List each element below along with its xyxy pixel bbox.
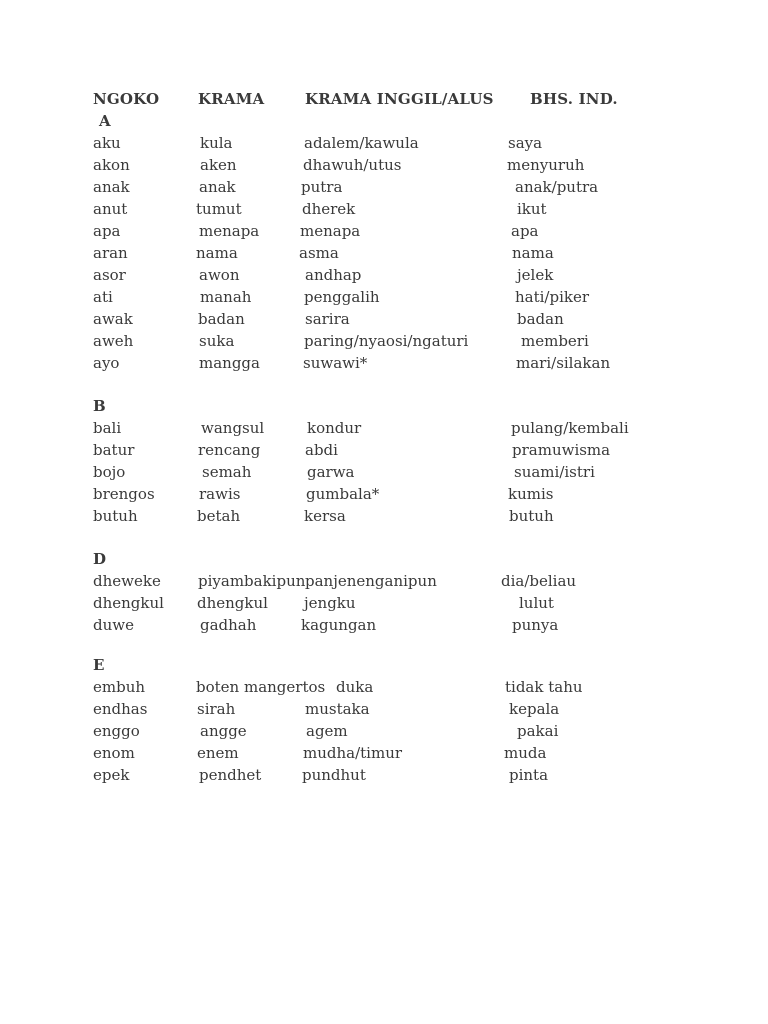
cell-krama-inggil: garwa (307, 463, 355, 481)
cell-krama: pendhet (199, 766, 262, 784)
cell-ngoko: dheweke (93, 572, 161, 590)
section-letter-d: D (93, 550, 107, 568)
cell-ngoko: ati (93, 288, 113, 306)
cell-krama: aken (200, 156, 237, 174)
cell-bhs-ind: butuh (509, 507, 554, 525)
cell-krama-inggil: kagungan (301, 616, 377, 634)
cell-ngoko: endhas (93, 700, 148, 718)
cell-krama-inggil: andhap (305, 266, 362, 284)
cell-krama: gadhah (200, 616, 257, 634)
cell-bhs-ind: ikut (517, 200, 547, 218)
table-row (0, 678, 768, 698)
cell-bhs-ind: hati/piker (515, 288, 590, 306)
cell-krama: boten mangertos (196, 678, 326, 696)
cell-krama: nama (196, 244, 238, 262)
table-row (0, 441, 768, 461)
cell-krama-inggil: kondur (307, 419, 362, 437)
cell-krama-inggil: mustaka (305, 700, 370, 718)
cell-krama: tumut (196, 200, 242, 218)
cell-ngoko: asor (93, 266, 126, 284)
table-row (0, 507, 768, 527)
table-row (0, 722, 768, 742)
cell-krama-inggil: panjenenganipun (305, 572, 437, 590)
cell-krama: dhengkul (197, 594, 268, 612)
table-row (0, 332, 768, 352)
cell-bhs-ind: kepala (509, 700, 560, 718)
cell-krama-inggil: menapa (300, 222, 361, 240)
cell-krama: betah (197, 507, 241, 525)
table-row (0, 134, 768, 154)
cell-krama: anak (199, 178, 236, 196)
cell-bhs-ind: dia/beliau (501, 572, 577, 590)
cell-bhs-ind: saya (508, 134, 543, 152)
cell-ngoko: awak (93, 310, 133, 328)
cell-krama: manah (200, 288, 252, 306)
cell-krama-inggil: adalem/kawula (304, 134, 419, 152)
cell-krama-inggil: dhawuh/utus (303, 156, 402, 174)
cell-bhs-ind: lulut (519, 594, 554, 612)
cell-krama-inggil: putra (301, 178, 343, 196)
header-krama-inggil: KRAMA INGGIL/ALUS (305, 90, 494, 108)
cell-krama: menapa (199, 222, 260, 240)
cell-ngoko: aweh (93, 332, 134, 350)
cell-ngoko: anak (93, 178, 130, 196)
cell-krama: awon (199, 266, 240, 284)
cell-bhs-ind: pramuwisma (512, 441, 611, 459)
cell-bhs-ind: memberi (521, 332, 589, 350)
cell-krama-inggil: suwawi* (303, 354, 368, 372)
cell-bhs-ind: tidak tahu (505, 678, 583, 696)
cell-krama: rawis (199, 485, 241, 503)
table-row (0, 288, 768, 308)
cell-krama-inggil: duka (336, 678, 374, 696)
table-row (0, 244, 768, 264)
table-row (0, 766, 768, 786)
section-letter-a: A (99, 112, 111, 130)
cell-ngoko: bali (93, 419, 122, 437)
cell-bhs-ind: apa (511, 222, 539, 240)
table-row (0, 310, 768, 330)
cell-ngoko: duwe (93, 616, 134, 634)
cell-krama-inggil: agem (306, 722, 348, 740)
table-row (0, 744, 768, 764)
cell-krama: angge (200, 722, 247, 740)
cell-bhs-ind: menyuruh (507, 156, 585, 174)
cell-bhs-ind: suami/istri (514, 463, 595, 481)
cell-ngoko: ayo (93, 354, 120, 372)
table-row (0, 178, 768, 198)
cell-bhs-ind: kumis (508, 485, 554, 503)
cell-ngoko: embuh (93, 678, 146, 696)
header-ngoko: NGOKO (93, 90, 160, 108)
table-row (0, 354, 768, 374)
cell-krama: enem (197, 744, 239, 762)
cell-ngoko: enom (93, 744, 135, 762)
cell-ngoko: epek (93, 766, 130, 784)
cell-bhs-ind: pakai (517, 722, 559, 740)
table-row (0, 572, 768, 592)
table-row (0, 463, 768, 483)
cell-ngoko: aran (93, 244, 128, 262)
cell-bhs-ind: jelek (517, 266, 554, 284)
cell-ngoko: aku (93, 134, 121, 152)
cell-krama-inggil: jengku (304, 594, 356, 612)
cell-krama: rencang (198, 441, 261, 459)
cell-bhs-ind: punya (512, 616, 559, 634)
cell-krama-inggil: asma (299, 244, 339, 262)
cell-krama-inggil: abdi (305, 441, 338, 459)
cell-bhs-ind: pinta (509, 766, 549, 784)
cell-ngoko: butuh (93, 507, 138, 525)
cell-ngoko: bojo (93, 463, 126, 481)
cell-krama-inggil: kersa (304, 507, 346, 525)
cell-ngoko: batur (93, 441, 135, 459)
cell-ngoko: anut (93, 200, 128, 218)
cell-krama-inggil: dherek (302, 200, 356, 218)
table-row (0, 200, 768, 220)
cell-krama: sirah (197, 700, 236, 718)
cell-bhs-ind: mari/silakan (516, 354, 611, 372)
cell-krama: mangga (199, 354, 260, 372)
table-row (0, 485, 768, 505)
cell-ngoko: brengos (93, 485, 155, 503)
cell-krama-inggil: gumbala* (306, 485, 380, 503)
cell-ngoko: akon (93, 156, 130, 174)
cell-bhs-ind: anak/putra (515, 178, 599, 196)
section-letter-b: B (93, 397, 106, 415)
header-bhs-ind: BHS. IND. (530, 90, 618, 108)
cell-krama: suka (199, 332, 235, 350)
cell-bhs-ind: pulang/kembali (511, 419, 629, 437)
table-row (0, 616, 768, 636)
header-krama: KRAMA (198, 90, 265, 108)
cell-bhs-ind: nama (512, 244, 554, 262)
cell-ngoko: dhengkul (93, 594, 164, 612)
cell-ngoko: enggo (93, 722, 140, 740)
table-row (0, 700, 768, 720)
table-row (0, 156, 768, 176)
table-row (0, 419, 768, 439)
cell-krama-inggil: penggalih (304, 288, 380, 306)
table-row (0, 594, 768, 614)
cell-krama-inggil: paring/nyaosi/ngaturi (304, 332, 469, 350)
cell-krama: semah (202, 463, 252, 481)
cell-krama-inggil: pundhut (302, 766, 366, 784)
cell-krama-inggil: mudha/timur (303, 744, 403, 762)
cell-krama: kula (200, 134, 233, 152)
table-row (0, 222, 768, 242)
cell-krama: badan (198, 310, 245, 328)
section-letter-e: E (93, 656, 105, 674)
cell-krama-inggil: sarira (305, 310, 350, 328)
table-header (0, 90, 768, 112)
cell-bhs-ind: badan (517, 310, 564, 328)
cell-krama: piyambakipun (198, 572, 306, 590)
cell-krama: wangsul (201, 419, 265, 437)
table-row (0, 266, 768, 286)
cell-ngoko: apa (93, 222, 121, 240)
cell-bhs-ind: muda (504, 744, 547, 762)
